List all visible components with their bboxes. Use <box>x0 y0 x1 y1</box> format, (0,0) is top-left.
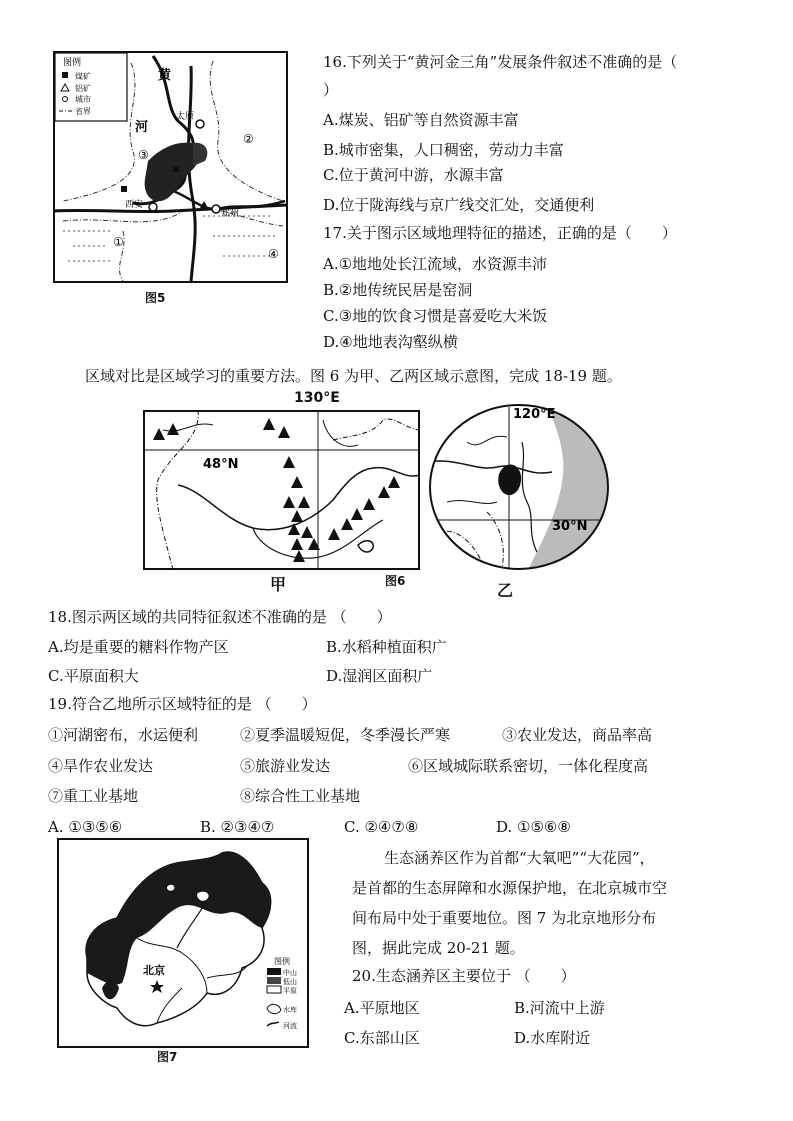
city-zhengzhou: 郑州 <box>221 209 240 219</box>
q20-stem: 20.生态涵养区主要位于 （ ） <box>352 967 576 985</box>
mid-mountain-icon <box>267 968 281 975</box>
q19-stem: 19.符合乙地所示区域特征的是 （ ） <box>48 695 317 713</box>
q16-option-c: C.位于黄河中游，水源丰富 <box>323 166 504 184</box>
coal-mine-icon <box>62 72 68 78</box>
region-1-label: ① <box>113 235 124 249</box>
river-label-he: 河 <box>135 120 149 135</box>
fig7-legend-river: 河流 <box>283 1022 297 1030</box>
fig6-label-jia: 甲 <box>270 575 287 594</box>
fig5-legend-aluminum: 铝矿 <box>75 84 91 93</box>
figure-5-map <box>53 51 288 283</box>
region-3-label: ③ <box>138 148 149 162</box>
q17-stem: 17.关于图示区域地理特征的描述，正确的是（ ） <box>323 224 677 242</box>
fig6-yi-latitude: 30°N <box>552 519 588 534</box>
figure-7-caption: 图7 <box>157 1050 178 1064</box>
q18-option-d: D.湿润区面积广 <box>326 667 433 685</box>
q17-option-c: C.③地的饮食习惯是喜爱吃大米饭 <box>323 307 548 325</box>
fig5-legend-border: 省界 <box>75 107 91 116</box>
q18-option-b: B.水稻种植面积广 <box>326 638 447 656</box>
fig5-legend-coal: 煤矿 <box>75 72 91 81</box>
fig7-legend-mid-mountain: 中山 <box>283 969 297 977</box>
q17-option-a: A.①地地处长江流域，水资源丰沛 <box>323 255 548 273</box>
fig6-yi-longitude: 120°E <box>513 407 556 422</box>
q19-option-d: D. ①⑤⑥⑧ <box>496 818 571 836</box>
fig5-legend-title: 图例 <box>63 58 82 68</box>
q17-option-b: B.②地传统民居是窑洞 <box>323 281 473 299</box>
q17-option-d: D.④地地表沟壑纵横 <box>323 333 458 351</box>
q19-item-6: ⑥区域城际联系密切，一体化程度高 <box>408 757 649 775</box>
q19-option-c: C. ②④⑦⑧ <box>344 818 419 836</box>
intro-18-19: 区域对比是区域学习的重要方法。图 6 为甲、乙两区域示意图，完成 18-19 题。 <box>85 367 622 385</box>
q19-option-a: A. ①③⑤⑥ <box>48 818 123 836</box>
fig5-legend-city: 城市 <box>75 95 91 104</box>
fig6-jia-latitude: 48°N <box>203 457 239 472</box>
intro-20-21-line-3: 间布局中处于重要地位。图 7 为北京地形分布 <box>352 909 657 927</box>
q16-stem-end: ） <box>323 81 339 99</box>
q20-option-d: D.水库附近 <box>514 1029 591 1047</box>
q19-item-2: ②夏季温暖短促，冬季漫长严寒 <box>240 726 451 744</box>
region-4-label: ④ <box>268 247 279 261</box>
q19-item-1: ①河湖密布，水运便利 <box>48 726 199 744</box>
fig7-legend-title: 图例 <box>274 957 290 966</box>
intro-20-21-line-4: 图，据此完成 20-21 题。 <box>352 939 525 957</box>
q19-item-3: ③农业发达，商品率高 <box>502 726 653 744</box>
q19-option-b: B. ②③④⑦ <box>200 818 275 836</box>
q19-item-8: ⑧综合性工业基地 <box>240 787 361 805</box>
fig7-legend-low-mountain: 低山 <box>283 978 297 986</box>
q19-item-4: ④旱作农业发达 <box>48 757 154 775</box>
river-label-huang: 黄 <box>158 68 172 83</box>
fig6-jia-longitude: 130°E <box>294 390 340 406</box>
q18-option-c: C.平原面积大 <box>48 667 139 685</box>
q20-option-a: A.平原地区 <box>344 999 420 1017</box>
q16-stem: 16.下列关于“黄河金三角”发展条件叙述不准确的是（ <box>323 53 678 71</box>
city-taiyuan: 太原 <box>176 112 195 122</box>
low-mountain-icon <box>267 977 281 984</box>
intro-20-21-line-1: 生态涵养区作为首都“大氧吧”“大花园”， <box>384 849 655 867</box>
figure-6-yi-map <box>427 402 611 572</box>
fig7-city-beijing: 北京 <box>143 964 165 977</box>
fig6-label-yi: 乙 <box>497 581 514 600</box>
fig7-legend-reservoir: 水库 <box>283 1006 297 1014</box>
q16-option-b: B.城市密集，人口稠密，劳动力丰富 <box>323 141 564 159</box>
q16-option-d: D.位于陇海线与京广线交汇处，交通便利 <box>323 196 595 214</box>
figure-5-caption: 图5 <box>145 291 166 305</box>
plain-icon <box>267 986 281 993</box>
q18-option-a: A.均是重要的糖料作物产区 <box>48 638 229 656</box>
region-2-label: ② <box>243 132 254 146</box>
figure-6-caption: 图6 <box>385 574 406 588</box>
figure-7-map <box>57 838 309 1048</box>
q16-option-a: A.煤炭、铝矿等自然资源丰富 <box>323 111 519 129</box>
figure-6-jia-map <box>143 410 420 570</box>
q20-option-c: C.东部山区 <box>344 1029 420 1047</box>
q19-item-7: ⑦重工业基地 <box>48 787 139 805</box>
q18-stem: 18.图示两区域的共同特征叙述不准确的是 （ ） <box>48 608 392 626</box>
fig7-legend-plain: 平原 <box>283 987 297 995</box>
q19-item-5: ⑤旅游业发达 <box>240 757 331 775</box>
city-xian: 西安 <box>125 200 144 210</box>
intro-20-21-line-2: 是首都的生态屏障和水源保护地，在北京城市空 <box>352 879 668 897</box>
q20-option-b: B.河流中上游 <box>514 999 605 1017</box>
